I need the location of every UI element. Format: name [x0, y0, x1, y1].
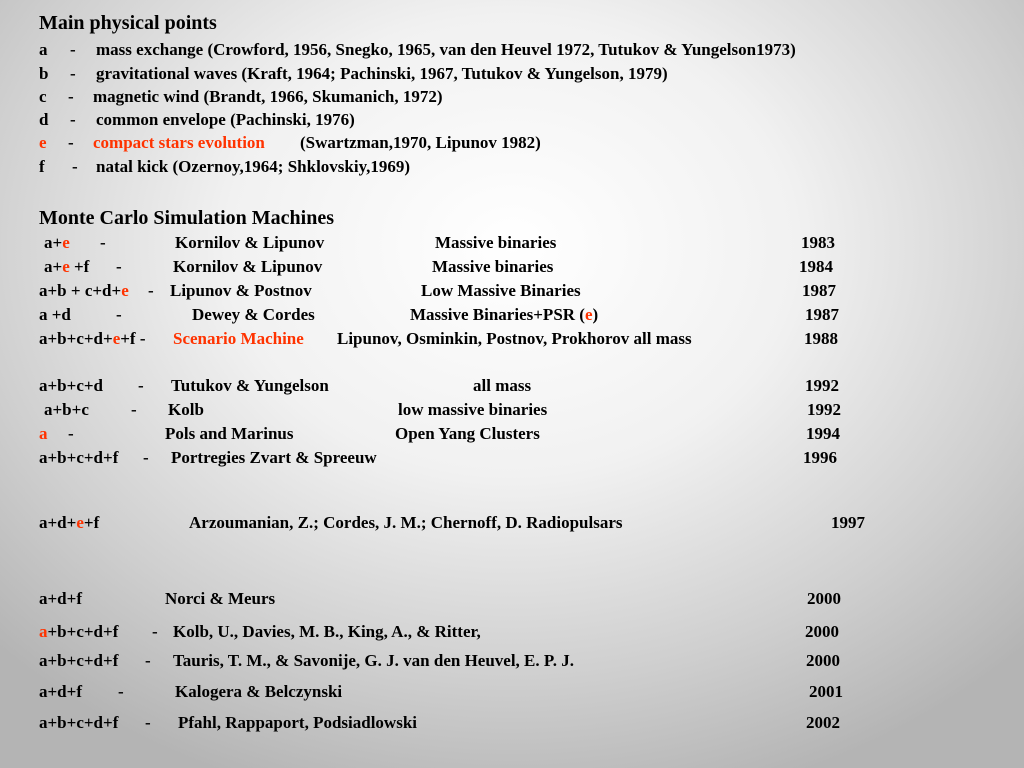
point-letter: d	[39, 110, 49, 129]
row-authors: Kolb, U., Davies, M. B., King, A., & Ritter,	[173, 622, 481, 641]
code-post: +f -	[120, 329, 146, 348]
row-year: 1992	[805, 376, 839, 395]
row-year: 1987	[802, 281, 836, 300]
model-code	[39, 281, 129, 301]
point-text: gravitational waves (Kraft, 1964; Pachinski, 1967, Tutukov & Yungelson, 1979)	[96, 64, 668, 83]
point-dash: -	[70, 40, 76, 59]
row-description: Low Massive Binaries	[421, 281, 581, 300]
point-letter: c	[39, 87, 47, 106]
scenario-machine-label: Scenario Machine	[173, 329, 304, 348]
code-post: +f	[83, 513, 100, 532]
row-year: 2002	[806, 713, 840, 732]
code-red: e	[62, 257, 70, 276]
row-dash: -	[116, 257, 122, 276]
code-red: e	[112, 329, 121, 348]
row-dash: -	[152, 622, 158, 641]
row-year: 1994	[806, 424, 840, 443]
row-authors: Kolb	[168, 400, 204, 419]
row-description: all mass	[473, 376, 532, 395]
row-year: 1987	[805, 305, 839, 324]
row-authors: Dewey & Cordes	[192, 305, 315, 324]
row-year: 2001	[809, 682, 843, 701]
model-code	[39, 513, 99, 533]
point-dash: -	[70, 64, 76, 83]
row-dash: -	[68, 424, 74, 443]
code-post: +f	[69, 257, 90, 276]
row-dash: -	[131, 400, 137, 419]
point-text: common envelope (Pachinski, 1976)	[96, 110, 355, 129]
row-dash: -	[145, 651, 151, 670]
point-text: mass exchange (Crowford, 1956, Snegko, 1965, van den Heuvel 1972, Tutukov & Yungelson1973)	[96, 40, 796, 59]
code-red: a	[39, 622, 48, 641]
code-red: e	[62, 233, 70, 252]
row-authors: Tauris, T. M., & Savonije, G. J. van den Heuvel, E. P. J.	[173, 651, 574, 670]
row-year: 2000	[807, 589, 841, 608]
row-authors: Lipunov & Postnov	[170, 281, 312, 300]
row-year: 2000	[806, 651, 840, 670]
model-code: a	[39, 424, 48, 443]
model-code: a+d+f	[39, 589, 82, 608]
point-dash: -	[70, 110, 76, 129]
row-description: low massive binaries	[398, 400, 548, 419]
point-letter: f	[39, 157, 45, 176]
code-pre: a+b+c+d+	[39, 329, 113, 348]
point-text: natal kick (Ozernoy,1964; Shklovskiy,1969)	[96, 157, 411, 176]
row-dash: -	[116, 305, 122, 324]
row-year: 1983	[801, 233, 835, 252]
row-description: Open Yang Clusters	[395, 424, 540, 443]
point-letter: a	[39, 40, 48, 59]
point-text: magnetic wind (Brandt, 1966, Skumanich, 1972)	[93, 87, 443, 106]
code-red: e	[76, 513, 84, 532]
code-pre: a+d+	[39, 513, 77, 532]
desc-red: e	[584, 305, 593, 324]
row-authors: Kornilov & Lipunov	[175, 233, 325, 252]
model-code	[39, 329, 146, 349]
row-dash: -	[148, 281, 154, 300]
row-year: 1988	[804, 329, 838, 348]
row-authors: Lipunov, Osminkin, Postnov, Prokhorov all mass	[337, 329, 692, 348]
point-letter: b	[39, 64, 49, 83]
section-title-monte-carlo: Monte Carlo Simulation Machines	[39, 207, 334, 229]
row-description	[410, 305, 598, 325]
row-authors: Tutukov & Yungelson	[171, 376, 329, 395]
point-dash: -	[72, 157, 78, 176]
model-code: a+b+c+d	[39, 376, 104, 395]
point-letter: e	[39, 133, 47, 152]
model-code	[39, 622, 118, 642]
section-title-physical-points: Main physical points	[39, 12, 217, 34]
desc-post: )	[592, 305, 599, 324]
row-description: Massive binaries	[432, 257, 554, 276]
row-authors: Norci & Meurs	[165, 589, 276, 608]
row-dash: -	[118, 682, 124, 701]
code-pre: a+b + c+d+	[39, 281, 122, 300]
point-highlight: compact stars evolution	[93, 133, 265, 152]
point-text: (Swartzman,1970, Lipunov 1982)	[300, 133, 541, 152]
model-code: a +d	[39, 305, 71, 324]
row-dash: -	[145, 713, 151, 732]
model-code	[44, 257, 89, 277]
row-authors: Pols and Marinus	[165, 424, 294, 443]
row-authors: Pfahl, Rappaport, Podsiadlowski	[178, 713, 417, 732]
row-year: 1984	[799, 257, 833, 276]
row-dash: -	[143, 448, 149, 467]
desc-pre: Massive Binaries+PSR (	[410, 305, 585, 324]
row-year: 1992	[807, 400, 841, 419]
code-pre: a+	[44, 257, 63, 276]
row-authors: Portregies Zvart & Spreeuw	[171, 448, 377, 467]
model-code: a+d+f	[39, 682, 82, 701]
row-year: 1997	[831, 513, 865, 532]
point-dash: -	[68, 87, 74, 106]
row-dash: -	[138, 376, 144, 395]
code-red: e	[121, 281, 129, 300]
model-code: a+b+c+d+f	[39, 713, 119, 732]
row-year: 2000	[805, 622, 839, 641]
code-post: +b+c+d+f	[47, 622, 119, 641]
model-code: a+b+c	[44, 400, 89, 419]
row-authors: Arzoumanian, Z.; Cordes, J. M.; Chernoff, D. Radiopulsars	[189, 513, 623, 532]
model-code: a+b+c+d+f	[39, 651, 119, 670]
model-code	[44, 233, 70, 253]
code-pre: a+	[44, 233, 63, 252]
model-code: a+b+c+d+f	[39, 448, 119, 467]
row-description: Massive binaries	[435, 233, 557, 252]
row-year: 1996	[803, 448, 837, 467]
point-dash: -	[68, 133, 74, 152]
row-dash: -	[100, 233, 106, 252]
row-authors: Kornilov & Lipunov	[173, 257, 323, 276]
row-authors: Kalogera & Belczynski	[175, 682, 343, 701]
